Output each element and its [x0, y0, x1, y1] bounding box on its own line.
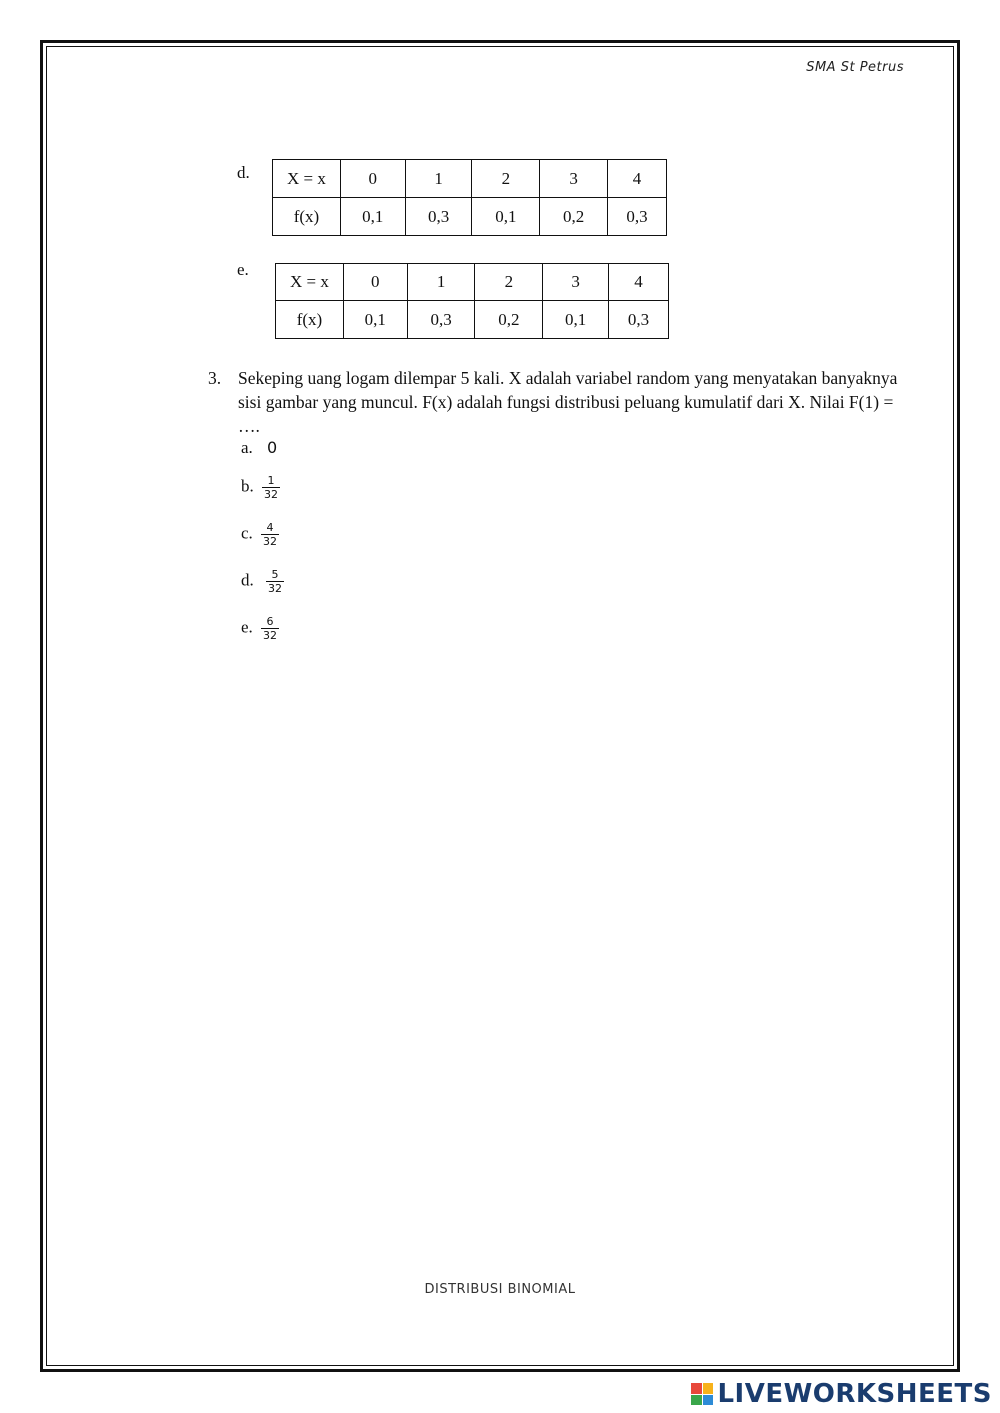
- answer-label: c.: [241, 523, 253, 543]
- fraction: [266, 568, 284, 595]
- table-cell: 2: [472, 160, 540, 198]
- answer-c[interactable]: [241, 521, 279, 548]
- table-row: [276, 301, 669, 339]
- table-cell: 1: [405, 160, 472, 198]
- table-cell: f(x): [273, 198, 341, 236]
- answer-a[interactable]: [241, 438, 277, 458]
- table-cell: 0,3: [607, 198, 666, 236]
- table-cell: f(x): [276, 301, 344, 339]
- table-row: [276, 264, 669, 301]
- table-cell: X = x: [273, 160, 341, 198]
- option-d-label: d.: [237, 163, 250, 182]
- table-cell: 4: [609, 264, 669, 301]
- table-cell: 3: [540, 160, 608, 198]
- fraction-numerator: 4: [266, 521, 274, 534]
- school-name: SMA St Petrus: [806, 60, 904, 75]
- answer-label: d.: [241, 570, 254, 590]
- table-cell: 4: [607, 160, 666, 198]
- option-e-table: [275, 263, 669, 339]
- liveworksheets-brand[interactable]: [691, 1378, 992, 1410]
- table-cell: 0,2: [475, 301, 543, 339]
- fraction-denominator: 32: [263, 629, 278, 642]
- table-cell: 2: [475, 264, 543, 301]
- option-e-label: e.: [237, 260, 249, 279]
- table-cell: 1: [407, 264, 475, 301]
- page-border-inner: [46, 46, 954, 1366]
- option-d-table: [272, 159, 667, 236]
- answer-value: 0: [267, 438, 278, 457]
- fraction: [261, 521, 279, 548]
- table-cell: 0,3: [609, 301, 669, 339]
- fraction-denominator: 32: [268, 582, 282, 595]
- fraction-numerator: 1: [267, 474, 275, 487]
- table-cell: 0,1: [472, 198, 540, 236]
- answer-label: b.: [241, 476, 254, 496]
- fraction-numerator: 5: [271, 568, 279, 581]
- fraction-numerator: 6: [266, 615, 274, 628]
- table-cell: 0,1: [343, 301, 407, 339]
- table-row: [273, 198, 667, 236]
- fraction-denominator: 32: [263, 535, 278, 548]
- liveworksheets-logo-icon: [691, 1383, 713, 1405]
- table-row: [273, 160, 667, 198]
- footer-title: DISTRIBUSI BINOMIAL: [424, 1282, 576, 1297]
- table-cell: 0,3: [407, 301, 475, 339]
- table-cell: 0: [340, 160, 405, 198]
- fraction-denominator: 32: [264, 488, 278, 501]
- question-3: [208, 366, 908, 438]
- brand-name: LIVEWORKSHEETS: [717, 1379, 992, 1409]
- table-cell: 0,2: [540, 198, 608, 236]
- answer-b[interactable]: [241, 474, 280, 501]
- table-cell: 0,3: [405, 198, 472, 236]
- question-number: 3.: [208, 368, 222, 388]
- table-cell: 0,1: [340, 198, 405, 236]
- answer-label: e.: [241, 617, 253, 637]
- fraction: [261, 615, 279, 642]
- table-cell: 0,1: [543, 301, 609, 339]
- answer-d[interactable]: [241, 568, 284, 595]
- answer-label: a.: [241, 438, 253, 457]
- table-cell: 0: [343, 264, 407, 301]
- fraction: [262, 474, 280, 501]
- question-text: Sekeping uang logam dilempar 5 kali. X adalah variabel random yang menyatakan banyaknya sisi gambar yang muncul. F(x) adalah fungsi distribusi peluang kumulatif dari X. Nilai F(1) = ….: [238, 368, 898, 436]
- table-cell: 3: [543, 264, 609, 301]
- table-cell: X = x: [276, 264, 344, 301]
- answer-e[interactable]: [241, 615, 279, 642]
